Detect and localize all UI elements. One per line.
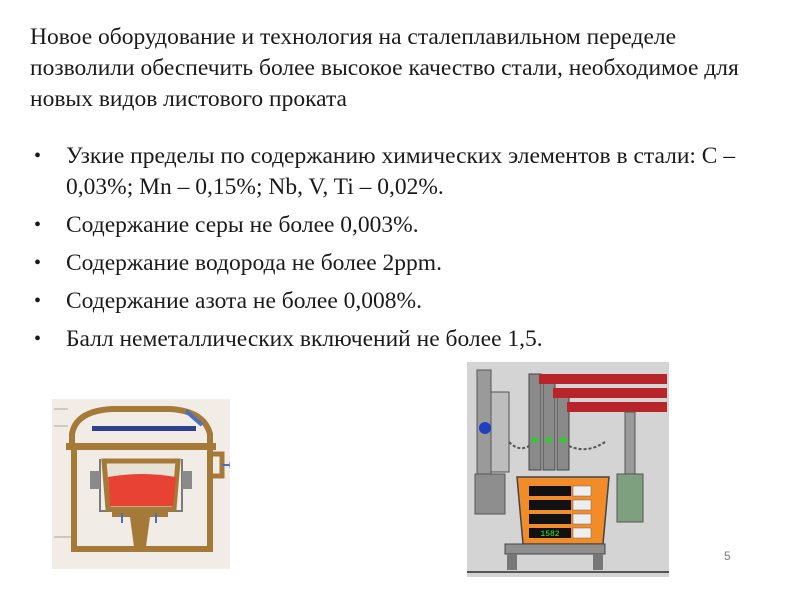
bullet-item [30,248,770,279]
slide-title: Новое оборудование и технология на сталеплавильном переделе позволили обеспечить более высокое качество стали, необходимое для новых видов листового проката [30,24,739,112]
bullet-dot-icon: • [34,252,42,274]
bullet-text: Узкие пределы по содержанию химических элементов в стали: С – 0,03%; Mn – 0,15%; Nb, V, Ti – 0,02%. [66,143,736,200]
bullet-item [30,210,770,241]
slide-number: 5 [724,549,731,563]
bullet-text: Содержание серы не более 0,003%. [66,212,419,238]
bullet-dot-icon: • [34,290,42,312]
bullet-dot-icon: • [34,214,42,236]
bullet-item [30,286,770,317]
bullet-list [30,141,770,362]
display-readout: 1582 [540,530,560,539]
bullet-item [30,324,770,355]
bullet-dot-icon: • [34,145,42,167]
bullet-item [30,141,770,203]
vacuum-degasser-diagram-icon [52,399,230,569]
bullet-text: Содержание азота не более 0,008%. [66,288,422,314]
bullet-text: Балл неметаллических включений не более 1,5. [66,326,543,352]
ladle-furnace-control-scheme-icon [467,362,669,577]
bullet-dot-icon: • [34,328,42,350]
bullet-text: Содержание водорода не более 2ppm. [66,250,442,276]
